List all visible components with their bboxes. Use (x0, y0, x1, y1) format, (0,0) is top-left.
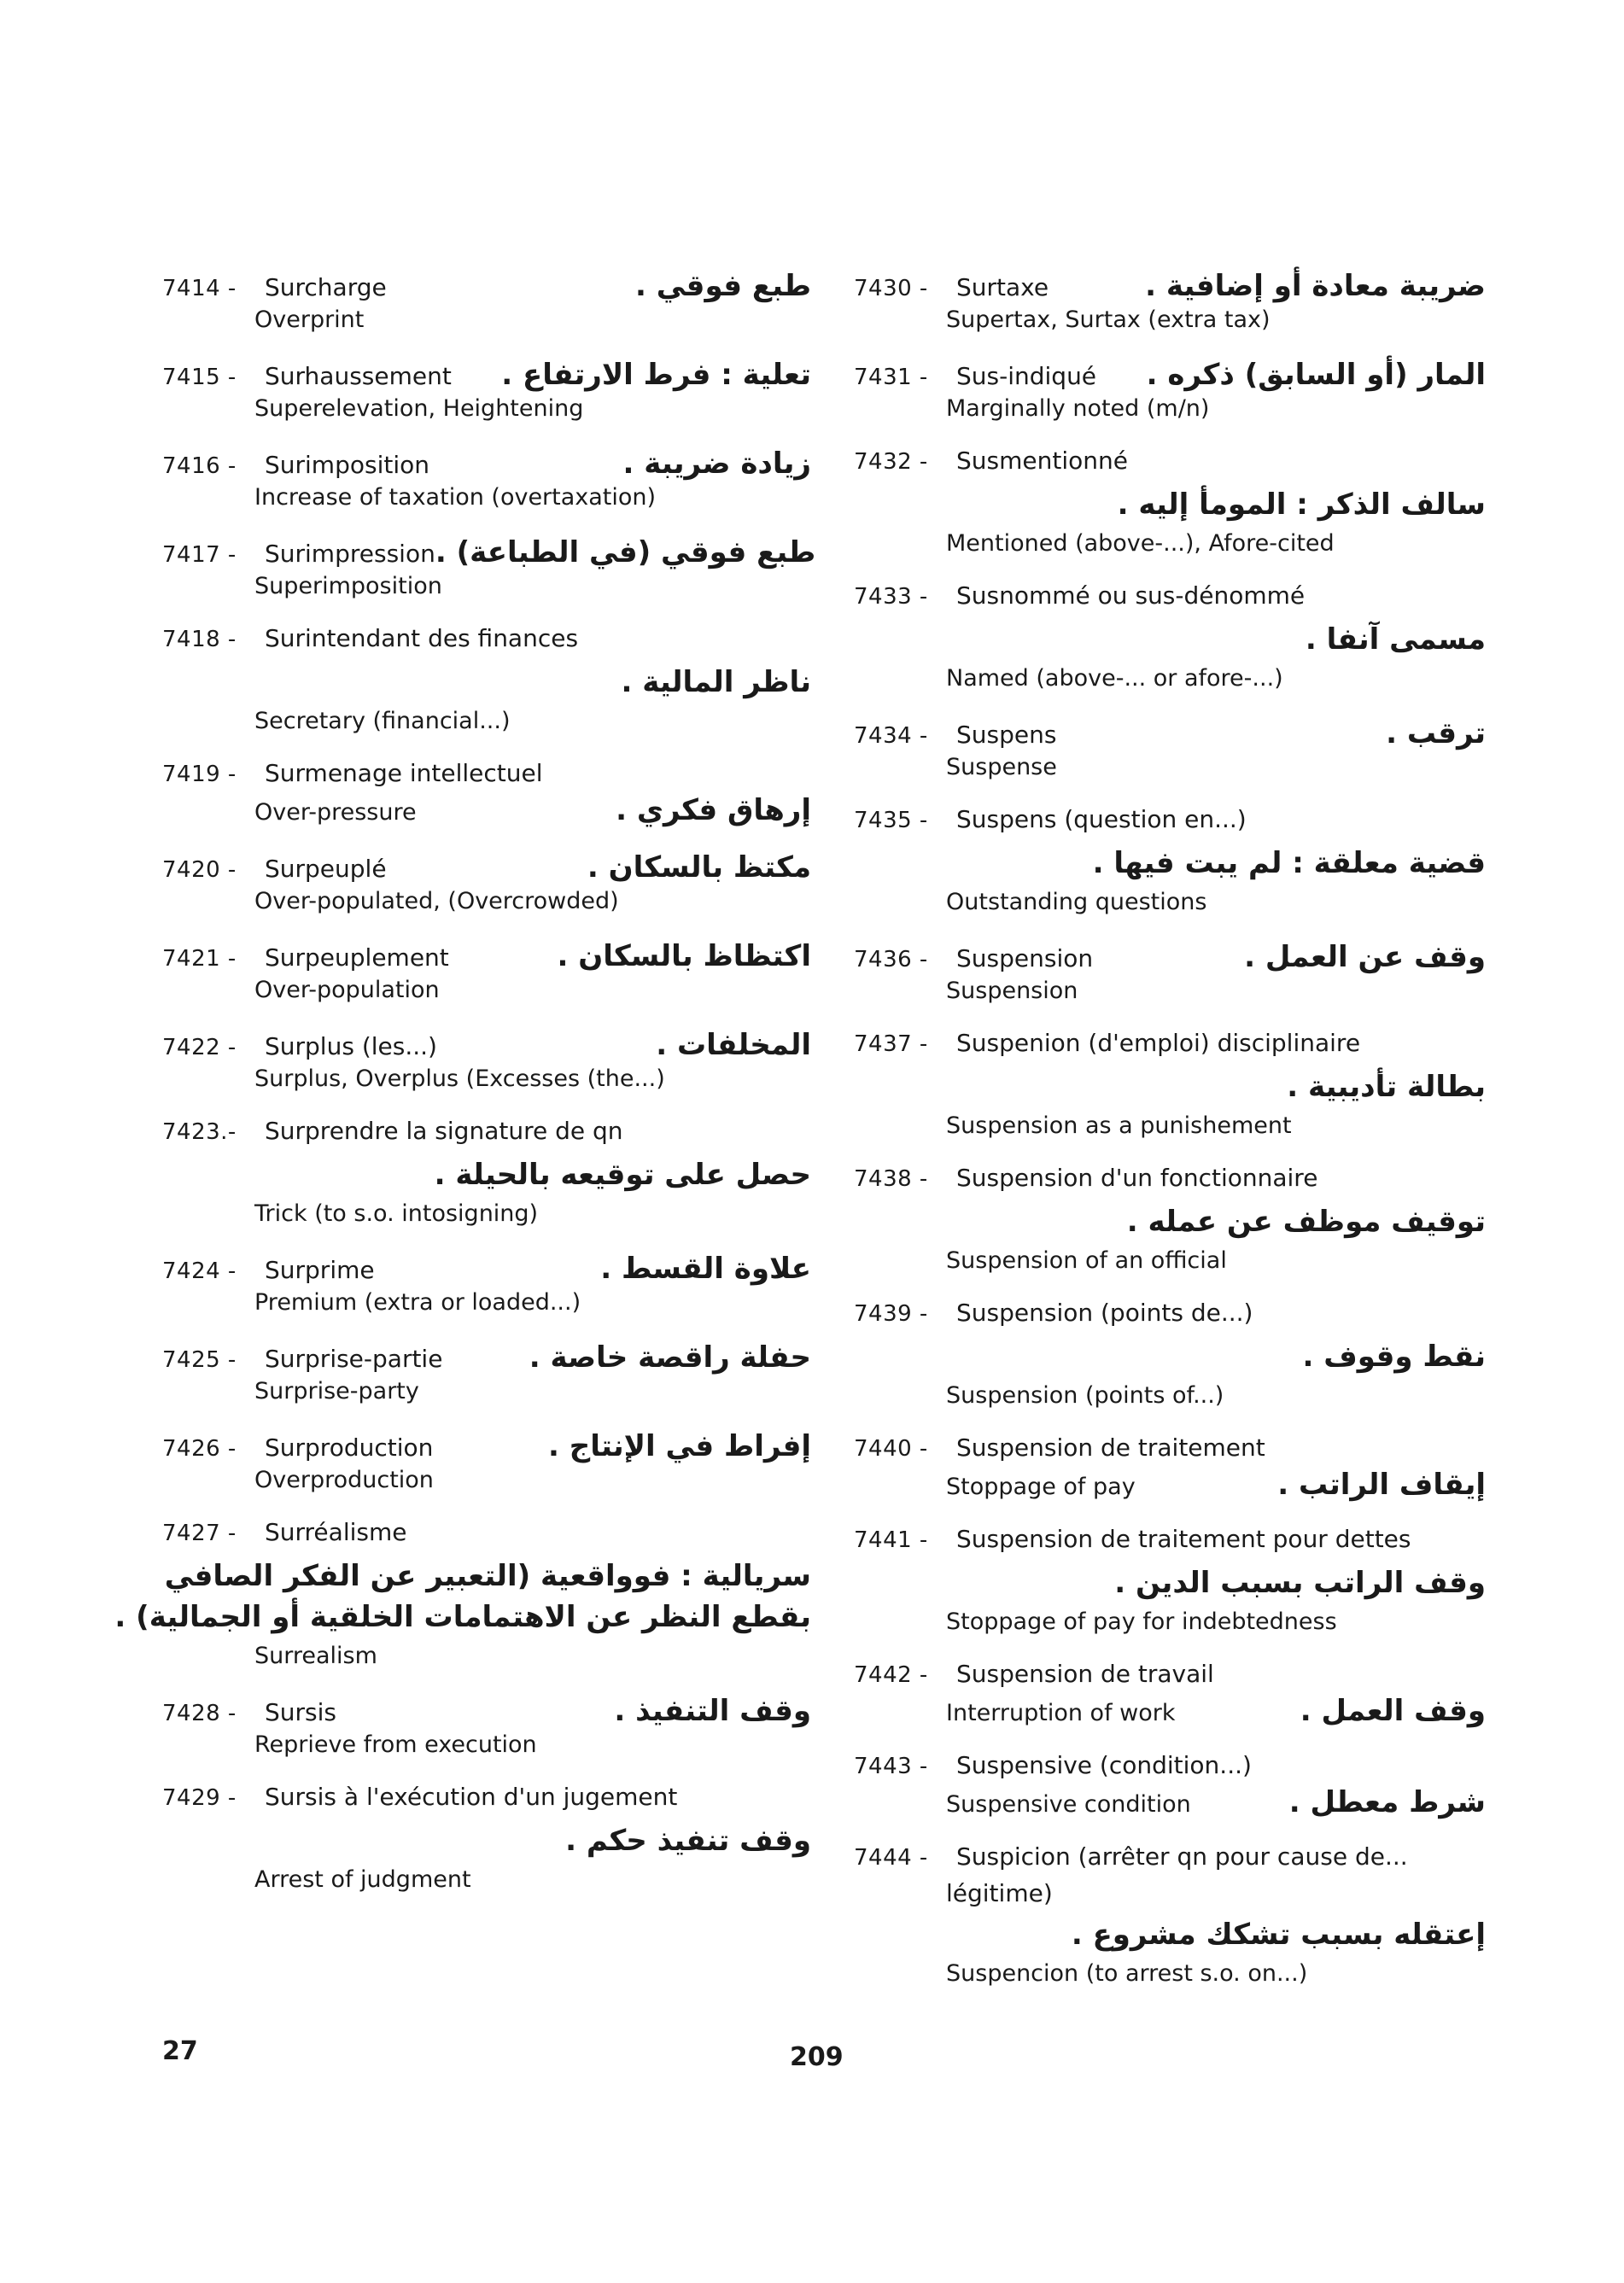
arabic-term: تعلية : فرط الارتفاع . (501, 358, 811, 392)
entry-head (854, 1525, 1411, 1553)
entry-number: 7428 - (162, 1701, 237, 1726)
english-term: Surrealism (254, 1643, 377, 1669)
arabic-term: زيادة ضريبة . (622, 447, 811, 481)
entry-head (162, 1032, 437, 1060)
dictionary-entry (854, 1299, 1486, 1413)
french-term: Surprendre la signature de qn (265, 1117, 623, 1145)
entry-number: 7419 - (162, 762, 237, 787)
entry-number: 7434 - (854, 723, 928, 749)
entry-head (162, 1518, 406, 1546)
english-term: Marginally noted (m/n) (946, 395, 1210, 422)
entry-head (854, 1164, 1317, 1192)
arabic-term: إعتقله بسبب تشكك مشروع . (1071, 1918, 1486, 1952)
arabic-term: قضية معلقة : لم يبت فيها . (1092, 846, 1486, 880)
english-term: Suspense (946, 754, 1057, 780)
french-term: Surprise-partie (265, 1345, 443, 1373)
arabic-term: حفلة راقصة خاصة . (529, 1340, 811, 1375)
arabic-term: بطالة تأديبية . (1287, 1070, 1486, 1104)
english-term: Increase of taxation (overtaxation) (254, 484, 657, 511)
french-term: Suspens (956, 721, 1057, 749)
entry-headline (854, 358, 1486, 392)
entry-head (162, 1345, 442, 1373)
entry-number: 7429 - (162, 1785, 237, 1811)
entry-number: 7418 - (162, 627, 237, 652)
entry-head (162, 451, 429, 479)
entry-head (162, 362, 452, 390)
arabic-term: سريالية : فوواقعية (التعبير عن الفكر الصافي (164, 1559, 811, 1593)
entry-headline (162, 1252, 811, 1286)
french-term: Surintendant des finances (265, 624, 579, 652)
arabic-term: ترقب . (1386, 716, 1486, 750)
english-term: Suspencion (to arrest s.o. on...) (946, 1960, 1308, 1987)
english-term: Secretary (financial...) (254, 708, 511, 734)
arabic-term: طبع فوقي . (635, 269, 811, 303)
arabic-term: المخلفات . (656, 1028, 811, 1062)
entry-head (162, 943, 449, 972)
entry-headline (162, 535, 816, 569)
dictionary-entry (114, 1518, 811, 1673)
entry-head (854, 1751, 1252, 1779)
dictionary-entry (854, 805, 1486, 920)
entry-headline (854, 1751, 1486, 1785)
arabic-term: شرط معطل . (1288, 1785, 1486, 1819)
entry-head (854, 944, 1093, 972)
entry-number: 7422 - (162, 1035, 237, 1060)
arabic-term: إرهاق فكري . (616, 793, 811, 827)
dictionary-entry (854, 447, 1486, 561)
entry-headline (854, 269, 1486, 303)
entry-number: 7417 - (162, 542, 237, 568)
arabic-term: اكتظاظ بالسكان . (557, 939, 811, 973)
entry-headline (854, 1029, 1486, 1063)
entry-head (162, 540, 435, 568)
entry-head (854, 1029, 1360, 1057)
french-term: Susnommé ou sus-dénommé (956, 581, 1306, 610)
english-term: Suspension (946, 978, 1078, 1004)
french-term: Sus-indiqué (956, 362, 1097, 390)
dictionary-entry (162, 759, 811, 830)
entry-headline (854, 581, 1486, 616)
dictionary-entry (162, 1117, 811, 1231)
english-term: Named (above-... or afore-...) (946, 665, 1283, 692)
french-term: Surprime (265, 1256, 375, 1284)
english-term: Arrest of judgment (254, 1866, 471, 1893)
entry-headline (854, 1660, 1486, 1694)
dictionary-entry (162, 1340, 811, 1409)
arabic-term: وقف تنفيذ حكم . (565, 1824, 811, 1858)
arabic-term: المار (أو السابق) ذكره . (1146, 358, 1486, 392)
english-term: Surplus, Overplus (Excesses (the...) (254, 1066, 665, 1092)
french-term: Susmentionné (956, 447, 1128, 475)
entry-headline (854, 1164, 1486, 1198)
entry-number: 7444 - (854, 1845, 928, 1871)
entry-number: 7421 - (162, 946, 237, 972)
english-term: Superelevation, Heightening (254, 395, 584, 422)
english-term: Trick (to s.o. intosigning) (254, 1200, 539, 1227)
left-column (114, 269, 816, 1918)
english-term: Overproduction (254, 1467, 434, 1493)
arabic-term: علاوة القسط . (600, 1252, 811, 1286)
english-term: Outstanding questions (946, 889, 1207, 915)
entry-headline (162, 1783, 811, 1817)
dictionary-entry (162, 535, 816, 604)
entry-headline (854, 1299, 1486, 1333)
french-term: Suspension de traitement pour dettes (956, 1525, 1411, 1553)
entry-head (854, 1433, 1265, 1462)
dictionary-entry (854, 358, 1486, 426)
french-term: Sursis à l'exécution d'un jugement (265, 1783, 678, 1811)
dictionary-entry (162, 624, 811, 739)
french-term: Surcharge (265, 273, 387, 301)
entry-headline (162, 624, 811, 658)
entry-headline (162, 939, 811, 973)
entry-number: 7414 - (162, 276, 237, 301)
entry-number: 7423.- (162, 1119, 237, 1145)
french-term: Suspension d'un fonctionnaire (956, 1164, 1318, 1192)
entry-headline (162, 1429, 811, 1463)
entry-translation-line (162, 793, 811, 830)
entry-number: 7442 - (854, 1662, 928, 1688)
dictionary-entry (162, 1028, 811, 1096)
french-term: Surhaussement (265, 362, 452, 390)
french-term: Suspenion (d'emploi) disciplinaire (956, 1029, 1361, 1057)
french-term: Suspicion (arrêter qn pour cause de... (956, 1842, 1408, 1871)
entry-headline (162, 1694, 811, 1728)
dictionary-entry (162, 850, 811, 919)
dictionary-entry (854, 1525, 1486, 1639)
entry-number: 7437 - (854, 1031, 928, 1057)
dictionary-entry (162, 1694, 811, 1762)
dictionary-entry (854, 1751, 1486, 1822)
dictionary-entry (854, 940, 1486, 1008)
arabic-term: وقف العمل . (1300, 1694, 1486, 1728)
entry-headline (854, 447, 1486, 481)
entry-head (854, 1299, 1253, 1327)
entry-number: 7426 - (162, 1436, 237, 1462)
french-term: Surréalisme (265, 1518, 407, 1546)
entry-number: 7439 - (854, 1301, 928, 1327)
english-term: Over-pressure (254, 799, 417, 826)
french-term: Surpeuplement (265, 943, 449, 972)
dictionary-entry (162, 269, 811, 337)
entry-number: 7425 - (162, 1347, 237, 1373)
english-term: Interruption of work (946, 1700, 1176, 1726)
arabic-term: وقف عن العمل . (1244, 940, 1486, 974)
english-term: Reprieve from execution (254, 1731, 537, 1758)
entry-head (854, 805, 1247, 833)
arabic-term: حصل على توقيعه بالحيلة . (434, 1158, 811, 1192)
french-term-continued: légitime) (946, 1879, 1053, 1907)
entry-translation-line (854, 1694, 1486, 1731)
entry-headline (854, 716, 1486, 750)
french-term: Suspens (question en...) (956, 805, 1247, 833)
entry-number: 7435 - (854, 808, 928, 833)
french-term: Suspension (points de...) (956, 1299, 1253, 1327)
english-term: Suspension (points of...) (946, 1382, 1224, 1409)
french-term: Surplus (les...) (265, 1032, 437, 1060)
entry-headline (854, 1525, 1486, 1559)
entry-head (854, 1660, 1214, 1688)
english-term: Surprise-party (254, 1378, 419, 1404)
entry-head (162, 1698, 336, 1726)
english-term: Suspension as a punishement (946, 1112, 1292, 1139)
entry-headline (854, 940, 1486, 974)
arabic-term: طبع فوقي (في الطباعة) . (435, 535, 816, 569)
entry-number: 7432 - (854, 449, 928, 475)
entry-number: 7430 - (854, 276, 928, 301)
entry-head (162, 1783, 677, 1811)
english-term: Over-populated, (Overcrowded) (254, 888, 619, 914)
entry-headline (854, 1433, 1486, 1468)
entry-number: 7433 - (854, 584, 928, 610)
entry-number: 7427 - (162, 1521, 237, 1546)
arabic-term: إيقاف الراتب . (1277, 1468, 1486, 1502)
entry-headline (162, 358, 811, 392)
arabic-term: توقيف موظف عن عمله . (1126, 1205, 1486, 1239)
entry-number: 7438 - (854, 1166, 928, 1192)
entry-headline (854, 1842, 1486, 1877)
arabic-term: مسمى آنفا . (1305, 622, 1486, 657)
english-term: Premium (extra or loaded...) (254, 1289, 581, 1316)
page-number: 209 (790, 2042, 844, 2072)
dictionary-entry (162, 358, 811, 426)
english-term: Suspension of an official (946, 1247, 1227, 1274)
entry-number: 7420 - (162, 857, 237, 883)
dictionary-entry (854, 1164, 1486, 1278)
entry-head (162, 759, 543, 787)
french-term: Surproduction (265, 1433, 434, 1462)
french-term: Suspension de traitement (956, 1433, 1265, 1462)
entry-translation-line (854, 1468, 1486, 1504)
dictionary-entry (854, 581, 1486, 696)
english-term: Stoppage of pay for indebtedness (946, 1609, 1337, 1635)
entry-head (162, 624, 578, 652)
entry-headline (854, 805, 1486, 839)
entry-head (162, 1433, 433, 1462)
arabic-term: إفراط في الإنتاج . (547, 1429, 811, 1463)
arabic-term-continued: بقطع النظر عن الاهتمامات الخلقية أو الجمالية) . (114, 1600, 811, 1634)
right-column (854, 269, 1486, 2011)
entry-headline (162, 447, 811, 481)
dictionary-entry (162, 939, 811, 1007)
entry-head (854, 721, 1056, 749)
entry-head (162, 855, 387, 883)
english-term: Mentioned (above-...), Afore-cited (946, 530, 1335, 557)
entry-head (854, 362, 1096, 390)
dictionary-entry (854, 716, 1486, 785)
entry-translation-line (854, 1785, 1486, 1822)
french-term: Suspension de travail (956, 1660, 1214, 1688)
arabic-term: سالف الذكر : المومأ إليه . (1117, 488, 1486, 522)
english-term: Supertax, Surtax (extra tax) (946, 307, 1271, 333)
dictionary-entry (854, 269, 1486, 337)
english-term: Over-population (254, 977, 440, 1003)
french-term: Suspension (956, 944, 1094, 972)
entry-number: 7443 - (854, 1754, 928, 1779)
dictionary-entry (162, 1252, 811, 1320)
dictionary-entry (854, 1029, 1486, 1143)
entry-number: 7440 - (854, 1436, 928, 1462)
arabic-term: وقف الراتب بسبب الدين . (1114, 1566, 1486, 1600)
english-term: Overprint (254, 307, 365, 333)
entry-number: 7416 - (162, 453, 237, 479)
entry-number: 7441 - (854, 1527, 928, 1553)
arabic-term: نقط وقوف . (1302, 1340, 1486, 1374)
dictionary-entry (854, 1660, 1486, 1731)
entry-head (162, 1117, 623, 1145)
entry-head (854, 581, 1305, 610)
entry-number: 7436 - (854, 947, 928, 972)
entry-head (162, 273, 387, 301)
english-term: Superimposition (254, 573, 442, 599)
french-term: Surtaxe (956, 273, 1049, 301)
entry-headline (162, 1518, 811, 1552)
arabic-term: ناظر المالية . (621, 665, 811, 699)
signature-mark: 27 (162, 2036, 198, 2066)
entry-head (854, 1842, 1408, 1871)
entry-number: 7415 - (162, 365, 237, 390)
entry-head (162, 1256, 375, 1284)
entry-headline (162, 1117, 811, 1151)
french-term: Surimposition (265, 451, 429, 479)
entry-headline (162, 269, 811, 303)
dictionary-entry (854, 1433, 1486, 1504)
entry-headline (162, 1340, 811, 1375)
entry-headline (162, 850, 811, 885)
arabic-term: مكتظ بالسكان . (587, 850, 811, 885)
french-term: Sursis (265, 1698, 336, 1726)
entry-headline (162, 759, 811, 793)
dictionary-entry (162, 1429, 811, 1498)
dictionary-entry (162, 447, 811, 515)
arabic-term: وقف التنفيذ . (614, 1694, 811, 1728)
english-term: Suspensive condition (946, 1791, 1191, 1818)
entry-number: 7424 - (162, 1258, 237, 1284)
entry-number: 7431 - (854, 365, 928, 390)
french-term: Surmenage intellectuel (265, 759, 543, 787)
entry-head (854, 273, 1049, 301)
entry-head (854, 447, 1128, 475)
entry-headline (162, 1028, 811, 1062)
french-term: Surimpression (265, 540, 435, 568)
french-term: Surpeuplé (265, 855, 387, 883)
dictionary-entry (854, 1842, 1486, 1991)
dictionary-entry (162, 1783, 811, 1897)
arabic-term: ضريبة معادة أو إضافية . (1145, 269, 1486, 303)
french-term: Suspensive (condition...) (956, 1751, 1252, 1779)
english-term: Stoppage of pay (946, 1474, 1136, 1500)
